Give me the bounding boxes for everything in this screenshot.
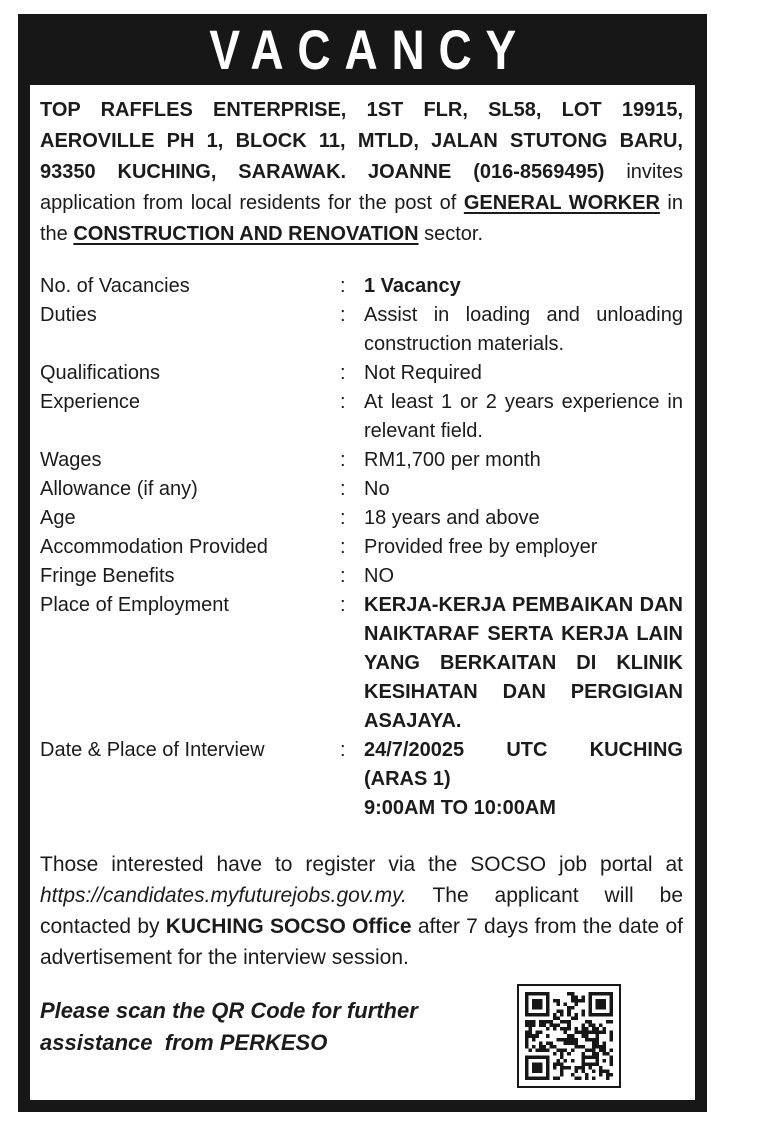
register-text: Those interested have to register via the SOCSO job portal at (40, 853, 683, 876)
interview-time-line: 9:00AM TO 10:00AM (364, 797, 556, 819)
detail-label: Duties (40, 304, 97, 326)
row-experience (40, 388, 683, 446)
detail-value: KERJA-KERJA PEMBAIKAN DAN NAIKTARAF SERTA KERJA LAIN YANG BERKAITAN DI KLINIK KESIHATAN DAN PERGIGIAN ASAJAYA. (364, 594, 683, 732)
qr-note (40, 995, 490, 1059)
intro-in-the-text: in the (40, 192, 683, 245)
row-allowance (40, 475, 683, 504)
colon: : (340, 565, 346, 587)
row-age (40, 504, 683, 533)
detail-value: Assist in loading and unloading construction materials. (364, 304, 683, 355)
interview-date-line: 24/7/20025 UTC KUCHING (364, 739, 683, 761)
colon: : (340, 391, 346, 413)
colon: : (340, 449, 346, 471)
intro-sector-suffix: sector. (418, 223, 484, 245)
row-interview (40, 736, 683, 823)
company-address: TOP RAFFLES ENTERPRISE, 1ST FLR, SL58, LOT 19915, AEROVILLE PH 1, BLOCK 11, MTLD, JALAN STUTONG BARU, 93350 KUCHING, SARAWAK. JOANNE (016-8569495) (40, 99, 683, 183)
detail-value: RM1,700 per month (364, 449, 541, 471)
details-table (40, 272, 683, 823)
detail-label: Qualifications (40, 362, 161, 384)
colon: : (340, 304, 346, 326)
row-place-of-employment (40, 591, 683, 736)
detail-value: Provided free by employer (364, 536, 598, 558)
post-title: GENERAL WORKER (463, 192, 660, 214)
colon: : (340, 739, 346, 761)
row-no-of-vacancies (40, 272, 683, 301)
colon: : (340, 594, 346, 616)
detail-label: Allowance (if any) (40, 478, 198, 500)
qr-note-line1: Please scan the QR Code for further (40, 998, 418, 1023)
ad-title: VACANCY (209, 18, 530, 81)
detail-value: NO (364, 565, 394, 587)
detail-value: No (364, 478, 390, 500)
after-text: after 7 days from the date of advertisement for the interview session. (40, 915, 683, 969)
detail-label: Date & Place of Interview (40, 739, 265, 761)
detail-value (364, 736, 683, 823)
sector-name: CONSTRUCTION AND RENOVATION (73, 223, 419, 245)
applicant-text: The applicant will be contacted by (40, 884, 683, 938)
row-duties (40, 301, 683, 359)
detail-label: Accommodation Provided (40, 536, 268, 558)
row-fringe-benefits (40, 562, 683, 591)
detail-value: 1 Vacancy (364, 275, 461, 297)
colon: : (340, 507, 346, 529)
qr-note-line2: assistance from PERKESO (40, 1030, 328, 1055)
detail-label: Age (40, 507, 76, 529)
detail-value: Not Required (364, 362, 482, 384)
socso-office: KUCHING SOCSO Office (165, 915, 412, 938)
colon: : (340, 275, 346, 297)
row-qualifications (40, 359, 683, 388)
detail-label: No. of Vacancies (40, 275, 190, 297)
colon: : (340, 536, 346, 558)
intro-paragraph (40, 95, 683, 250)
colon: : (340, 478, 346, 500)
qr-code-icon (517, 984, 621, 1088)
detail-label: Place of Employment (40, 594, 229, 616)
row-accommodation (40, 533, 683, 562)
interview-floor-line: (ARAS 1) (364, 768, 451, 790)
registration-paragraph (40, 849, 683, 973)
ad-header (18, 14, 707, 85)
detail-value: At least 1 or 2 years experience in relevant field. (364, 391, 683, 442)
detail-label: Experience (40, 391, 141, 413)
intro-invites-text: invites application from local residents for the post of (40, 161, 684, 214)
detail-label: Fringe Benefits (40, 565, 175, 587)
portal-url: https://candidates.myfuturejobs.gov.my. (40, 884, 407, 907)
detail-label: Wages (40, 449, 102, 471)
vacancy-ad (18, 14, 707, 1112)
detail-value: 18 years and above (364, 507, 540, 529)
ad-content (30, 85, 695, 1100)
colon: : (340, 362, 346, 384)
row-wages (40, 446, 683, 475)
